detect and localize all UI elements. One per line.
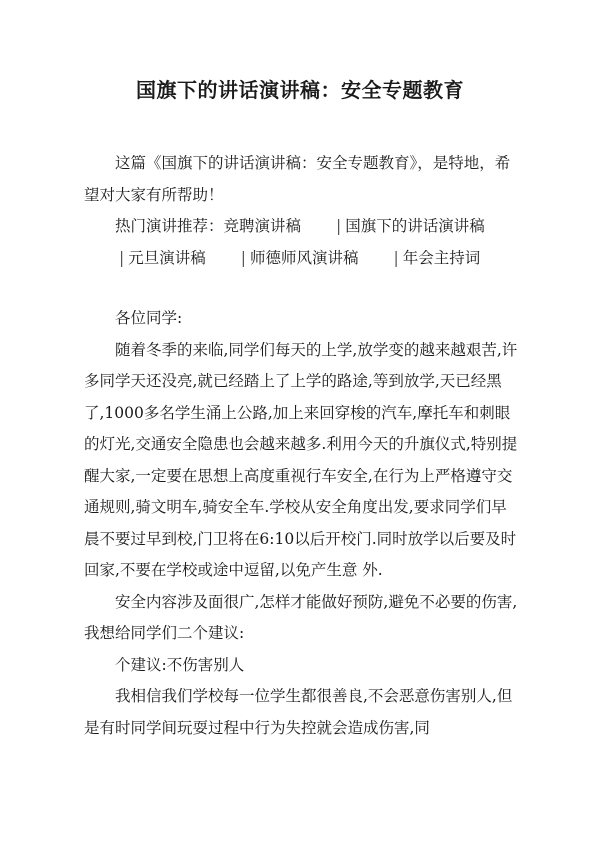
separator: | bbox=[119, 248, 125, 267]
recommend-link-teacher-ethics[interactable]: 师德师风演讲稿 bbox=[249, 248, 359, 267]
intro-description: 这篇《国旗下的讲话演讲稿：安全专题教育》，是特地，希望对大家有所帮助！ bbox=[84, 154, 511, 204]
speech-paragraph: 个建议:不伤害别人 bbox=[115, 655, 245, 674]
recommend-link-competition[interactable]: 竞聘演讲稿 bbox=[223, 217, 302, 235]
speech-section bbox=[84, 303, 520, 744]
speech-greeting: 各位同学: bbox=[115, 309, 183, 327]
recommend-label: 热门演讲推荐： bbox=[115, 217, 224, 235]
separator: | bbox=[336, 217, 342, 235]
recommend-link-annual-host[interactable]: 年会主持词 bbox=[402, 248, 481, 267]
separator: | bbox=[393, 248, 399, 267]
recommend-link-flag-speech[interactable]: 国旗下的讲话演讲稿 bbox=[345, 217, 485, 235]
intro-section bbox=[84, 148, 520, 274]
recommend-line bbox=[84, 211, 520, 274]
speech-paragraph: 我相信我们学校每一位学生都很善良,不会恶意伤害别人,但是有时同学间玩耍过程中行为失控就会造成伤害,同 bbox=[84, 687, 513, 737]
separator: | bbox=[240, 248, 246, 267]
speech-paragraph: 安全内容涉及面很广,怎样才能做好预防,避免不必要的伤害,我想给同学们二个建议: bbox=[84, 592, 518, 642]
recommend-link-new-year[interactable]: 元旦演讲稿 bbox=[128, 248, 206, 267]
document-title: 国旗下的讲话演讲稿：安全专题教育 bbox=[136, 78, 464, 102]
speech-paragraph: 随着冬季的来临,同学们每天的上学,放学变的越来越艰苦,许多同学天还没亮,就已经踏上了上学的路途,等到放学,天已经黑了,1000多名学生涌上公路,加上来回穿梭的汽车,摩托车和刺眼的灯光,交通安全隐患也会越来越多.利用今天的升旗仪式,特别提醒大家,一定要在思想上高度重视行车安全,在行为上严格遵守交通规则,骑文明车,骑安全车.学校从安全角度出发,要求同学们早晨不要过早到校,门卫将在6:10以后开校门.同时放学以后要及时回家,不要在学校或途中逗留,以免产生意 外. bbox=[84, 340, 518, 579]
